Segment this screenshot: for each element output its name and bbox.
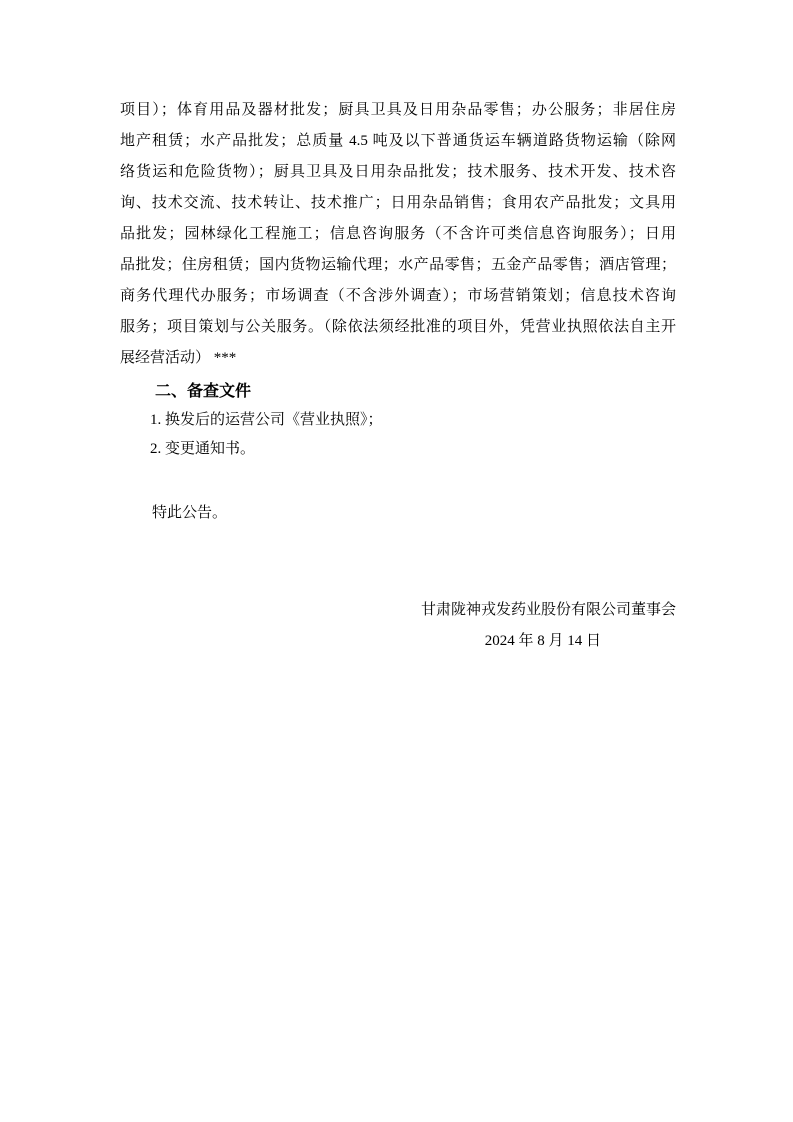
scope-line: 络货运和危险货物）；厨具卫具及日用杂品批发；技术服务、技术开发、技术咨 (120, 164, 676, 180)
scope-line: 服务；项目策划与公关服务。（除依法须经批准的项目外，凭营业执照依法自主开 (120, 319, 676, 335)
scope-line: 地产租赁；水产品批发；总质量 4.5 吨及以下普通货运车辆道路货物运输（除网 (120, 133, 676, 149)
scope-line: 品批发；住房租赁；国内货物运输代理；水产品零售；五金产品零售；酒店管理； (120, 257, 676, 273)
scope-line: 询、技术交流、技术转让、技术推广；日用杂品销售；食用农产品批发；文具用 (120, 195, 676, 211)
section-heading-reference-documents: 二、备查文件 (155, 383, 252, 400)
signature-date: 2024 年 8 月 14 日 (484, 633, 601, 649)
scope-line: 品批发；园林绿化工程施工；信息咨询服务（不含许可类信息咨询服务）；日用 (120, 226, 676, 242)
reference-item-business-license: 1. 换发后的运营公司《营业执照》； (150, 412, 383, 428)
scope-line: 商务代理代办服务；市场调查（不含涉外调查）；市场营销策划；信息技术咨询 (120, 288, 676, 304)
scope-line: 展经营活动） *** (120, 350, 237, 366)
closing-announcement: 特此公告。 (152, 505, 228, 521)
scope-line: 项目）；体育用品及器材批发；厨具卫具及日用杂品零售；办公服务；非居住房 (120, 102, 676, 118)
business-scope-paragraph (120, 95, 676, 374)
reference-item-change-notice: 2. 变更通知书。 (150, 441, 256, 457)
signature-board-of-directors: 甘肃陇神戎发药业股份有限公司董事会 (420, 602, 676, 618)
